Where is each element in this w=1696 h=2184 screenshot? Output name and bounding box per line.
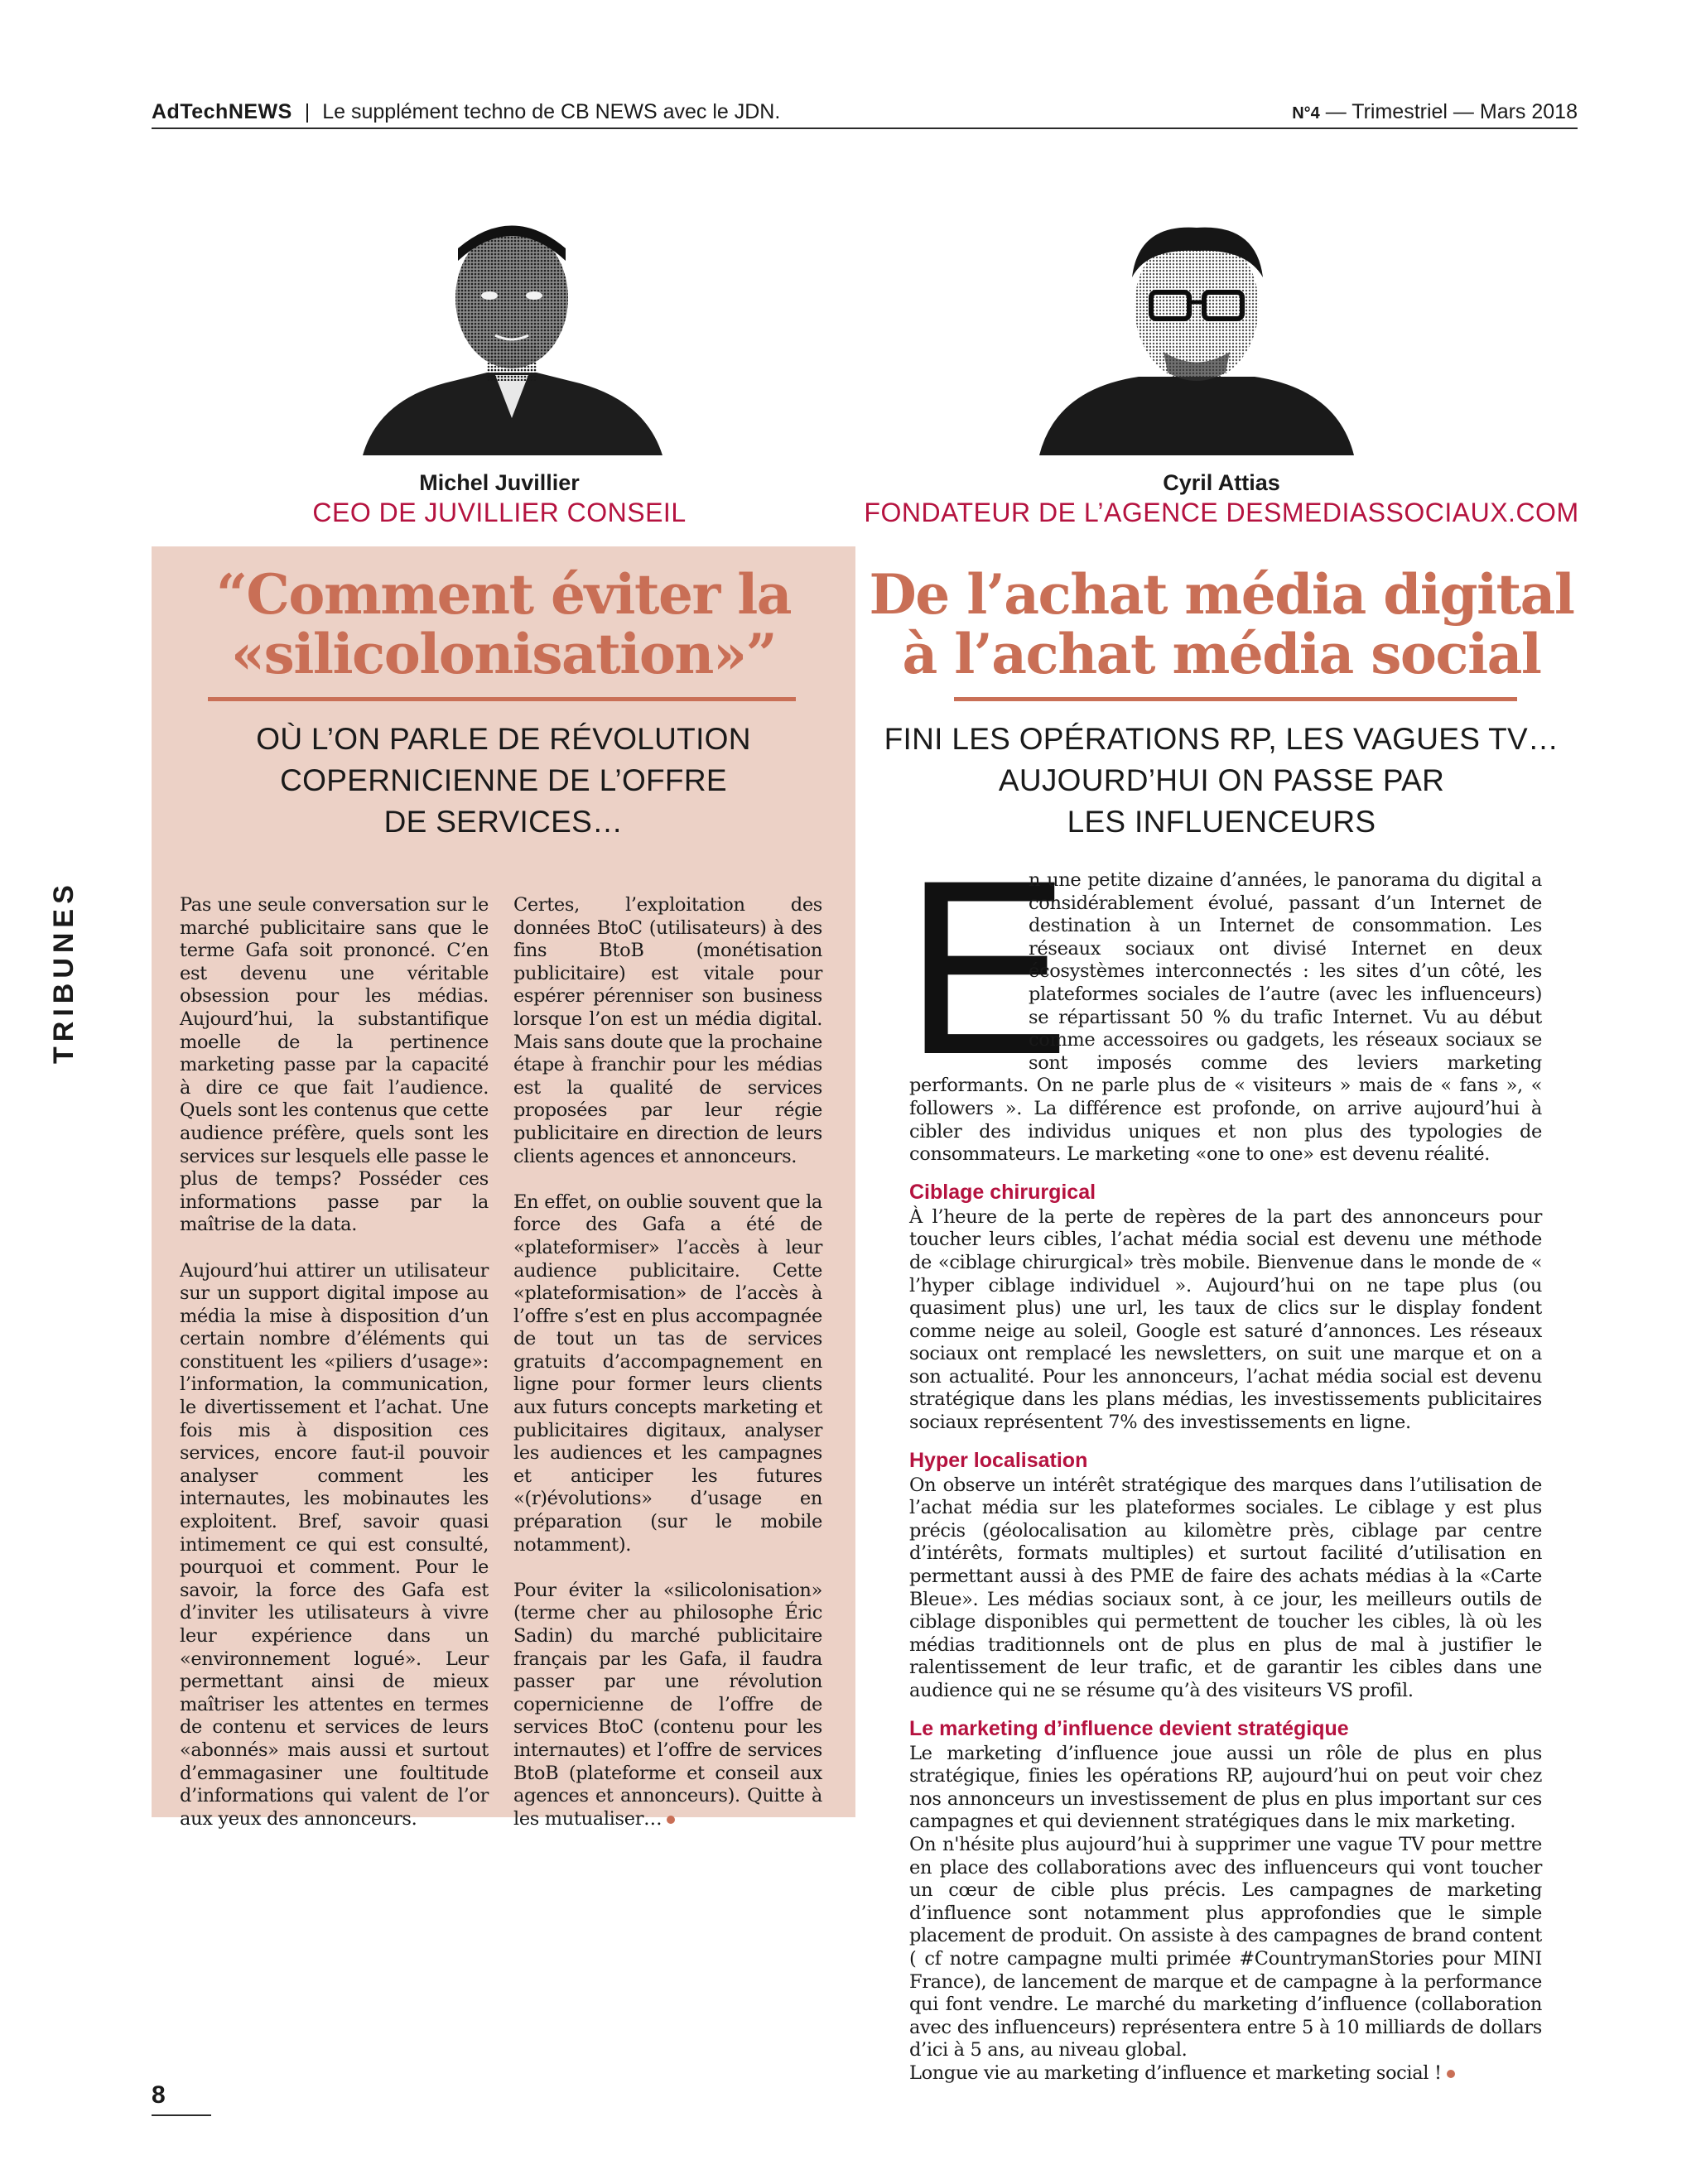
headline-right-line2: à l’achat média social bbox=[902, 622, 1541, 686]
section-tag: TRIBUNES bbox=[48, 880, 80, 1064]
deck-left-line3: DE SERVICES… bbox=[383, 805, 624, 839]
issue-info: — Trimestriel — Mars 2018 bbox=[1325, 100, 1578, 123]
byline-right bbox=[861, 469, 1582, 528]
headline-rule-left bbox=[208, 697, 796, 701]
paragraph: Aujourd’hui attirer un utilisateur sur un support digital impose au média la mise à disposition d’un certain nombre d’éléments qui constituent les «piliers d’usage»: l’information, la communication, le divertissement et l’achat. Une fois mis à disposition ces services, encore faut-il pouvoir analyser comment les internautes, les mobinautes les exploitent. Bref, savoir quasi intimement ce qui est consulté, pourquoi et comment. Pour le savoir, la force des Gafa est d’inviter les utilisateurs à vivre leur expérience dans un «environnement logué». Leur permettant ainsi de mieux maîtriser les attentes en termes de contenu et services de leurs «abonnés» mais aussi et surtout d’emmagasiner une foultitude d’informations qui valent de l’or aux yeux des annonceurs. bbox=[180, 1259, 489, 1830]
masthead-right bbox=[1292, 100, 1578, 124]
subhead-2: Hyper localisation bbox=[909, 1448, 1088, 1472]
paragraph: En effet, on oublie souvent que la force des Gafa a été de «plateformiser» l’accès à leur audience publicitaire. Cette «plateformisation» de l’accès à l’offre s’est en plus accompagnée de tout un tas de services gratuits d’accompagnement en ligne pour former leurs clients aux futurs concepts marketing et publicitaires digitaux, analyser les audiences et les campagnes et anticiper les futures «(r)évolutions» d’usage en préparation (sur le mobile notamment). bbox=[513, 1191, 822, 1556]
masthead-tagline: Le supplément techno de CB NEWS avec le JDN. bbox=[322, 100, 781, 123]
deck-right bbox=[861, 719, 1582, 843]
right-article-body bbox=[904, 828, 1542, 2085]
author-portrait-right bbox=[1039, 219, 1354, 455]
deck-right-line2: AUJOURD’HUI ON PASSE PAR bbox=[998, 763, 1445, 797]
masthead-separator: | bbox=[304, 100, 311, 123]
headline-left-line1: “Comment éviter la bbox=[215, 562, 792, 627]
headline-left bbox=[152, 562, 855, 686]
masthead-left bbox=[152, 100, 780, 124]
page-number: 8 bbox=[152, 2081, 211, 2116]
headline-rule-right bbox=[954, 697, 1517, 701]
end-mark-icon bbox=[667, 1816, 675, 1824]
paragraph-text: Longue vie au marketing d’influence et marketing social ! bbox=[909, 2061, 1442, 2084]
author-role-right: FONDATEUR DE L’AGENCE DESMEDIASSOCIAUX.COM bbox=[864, 498, 1579, 527]
brand-name: AdTechNEWS bbox=[152, 100, 292, 123]
headline-right-line1: De l’achat média digital bbox=[869, 562, 1574, 627]
paragraph-last bbox=[513, 1580, 822, 1831]
left-article-column-1 bbox=[180, 894, 489, 1854]
masthead-bar bbox=[152, 99, 1578, 129]
author-name-right: Cyril Attias bbox=[1163, 470, 1280, 495]
issue-number: N°4 bbox=[1292, 104, 1320, 123]
deck-left-line2: COPERNICIENNE DE L’OFFRE bbox=[280, 763, 727, 797]
byline-left bbox=[152, 469, 847, 528]
headline-left-line2: «silicolonisation»” bbox=[230, 622, 777, 686]
end-mark-icon bbox=[1447, 2070, 1455, 2078]
intro-paragraph: n une petite dizaine d’années, le panorama du digital a considérablement évolué, passant d’un Internet de destination à un Internet de consommation. Les réseaux sociaux ont divisé Internet en deux écosystèmes interconnectés : les sites d’un côté, les plateformes sociales de l’autre (avec les influenceurs) se répartissant 50 % du trafic Internet. Vu au début comme accessoires ou gadgets, les réseaux sociaux se sont imposés comme des leviers marketing performants. On ne parle plus de « visiteurs » mais de « fans », « followers ». La différence est profonde, on arrive aujourd’hui à cibler des individus uniques et non plus des typologies de consommateurs. Le marketing «one to one» est devenu réalité. bbox=[909, 869, 1542, 1166]
author-portrait-left bbox=[354, 219, 669, 455]
paragraph: Certes, l’exploitation des données BtoC (utilisateurs) à des fins BtoB (monétisation publicitaire) est vitale pour espérer pérenniser son business lorsque l’on est un média digital. Mais sans doute que la prochaine étape à franchir pour les médias est la qualité de services proposées par leur régie publicitaire en direction de leurs clients agences et annonceurs. bbox=[513, 894, 822, 1167]
author-role-left: CEO DE JUVILLIER CONSEIL bbox=[312, 498, 687, 527]
paragraph: Le marketing d’influence joue aussi un rôle de plus en plus stratégique, finies les opérations RP, aujourd’hui on peut voir chez nos annonceurs un investissement de plus en plus important sur ces campagnes et qui deviennent stratégiques dans le mix marketing. bbox=[909, 1742, 1542, 1833]
deck-left-line1: OÙ L’ON PARLE DE RÉVOLUTION bbox=[256, 722, 751, 756]
paragraph: On n'hésite plus aujourd’hui à supprimer une vague TV pour mettre en place des collaborations avec des influenceurs qui vont toucher un cœur de cible plus précis. Les campagnes de marketing d’influence sont notamment plus approfondies que le simple placement de produit. On assiste à des campagnes de brand content ( cf notre campagne multi primée #CountrymanStories pour MINI France), de lancement de marque et de campagne à la performance qui font vendre. Le marché du marketing d’influence (collaboration avec des influenceurs) représentera entre 5 à 10 milliards de dollars d’ici à 5 ans, au niveau global. bbox=[909, 1833, 1542, 2061]
drop-cap: E bbox=[904, 828, 1070, 1106]
paragraph: À l’heure de la perte de repères de la part des annonceurs pour toucher leurs cibles, l’achat média social est devenu une méthode de «ciblage chirurgical» très mobile. Bienvenue dans le monde de « l’hyper ciblage individuel ». Aujourd’hui on ne tape plus (ou quasiment plus) une url, les taux de clics sur le display fondent comme neige au soleil, Google est saturé d’annonces. Les réseaux sociaux ont remplacé les newsletters, on suit une marque et on a son actualité. Pour les annonceurs, l’achat média social est devenu stratégique dans les plans médias, les investissements publicitaires sociaux représentent 7% des investissements en ligne. bbox=[909, 1205, 1542, 1434]
paragraph: Pas une seule conversation sur le marché publicitaire sans que le terme Gafa soit prononcé. C’en est devenu une véritable obsession pour les médias. Aujourd’hui, la substantifique moelle de la pertinence marketing passe par la capacité à dire ce que fait l’audience. Quels sont les contenus que cette audience préfère, quels sont les services sur lesquels elle passe le plus de temps? Posséder ces informations passe par la maîtrise de la data. bbox=[180, 894, 489, 1236]
paragraph-text: Pour éviter la «silicolonisation» (terme cher au philosophe Éric Sadin) du marché publicitaire français par les Gafa, il faudra passer par une révolution copernicienne de l’offre de services BtoC (contenu pour les internautes) et l’offre de services BtoB (plateforme et conseil aux agences et annonceurs). Quitte à les mutualiser… bbox=[513, 1579, 822, 1830]
headline-right bbox=[861, 562, 1582, 686]
deck-left bbox=[152, 719, 855, 843]
subhead-1: Ciblage chirurgical bbox=[909, 1180, 1096, 1204]
deck-right-line3: LES INFLUENCEURS bbox=[1067, 805, 1376, 839]
portrait-illustration-left bbox=[354, 219, 669, 455]
paragraph-last bbox=[909, 2062, 1542, 2085]
author-name-left: Michel Juvillier bbox=[419, 470, 580, 495]
portrait-illustration-right bbox=[1039, 219, 1354, 455]
paragraph: On observe un intérêt stratégique des marques dans l’utilisation de l’achat média sur les plateformes sociales. Le ciblage y est plus précis (géolocalisation au kilomètre près, ciblage par centre d’intérêts, formats multiples) et surtout facilité d’utilisation en permettant aussi à des PME de faire des achats médias à la «Carte Bleue». Les médias sociaux sont, à ce jour, les meilleurs outils de ciblage disponibles qui permettent de toucher les cibles, là où les médias traditionnels ont de plus en plus de mal à justifier le ralentissement de leur trafic, et de garantir les cibles dans une audience qui ne se résume qu’à des visiteurs VS profil. bbox=[909, 1474, 1542, 1701]
left-article-column-2 bbox=[513, 894, 822, 1854]
deck-right-line1: FINI LES OPÉRATIONS RP, LES VAGUES TV… bbox=[884, 722, 1559, 756]
subhead-3: Le marketing d’influence devient stratégique bbox=[909, 1716, 1349, 1740]
